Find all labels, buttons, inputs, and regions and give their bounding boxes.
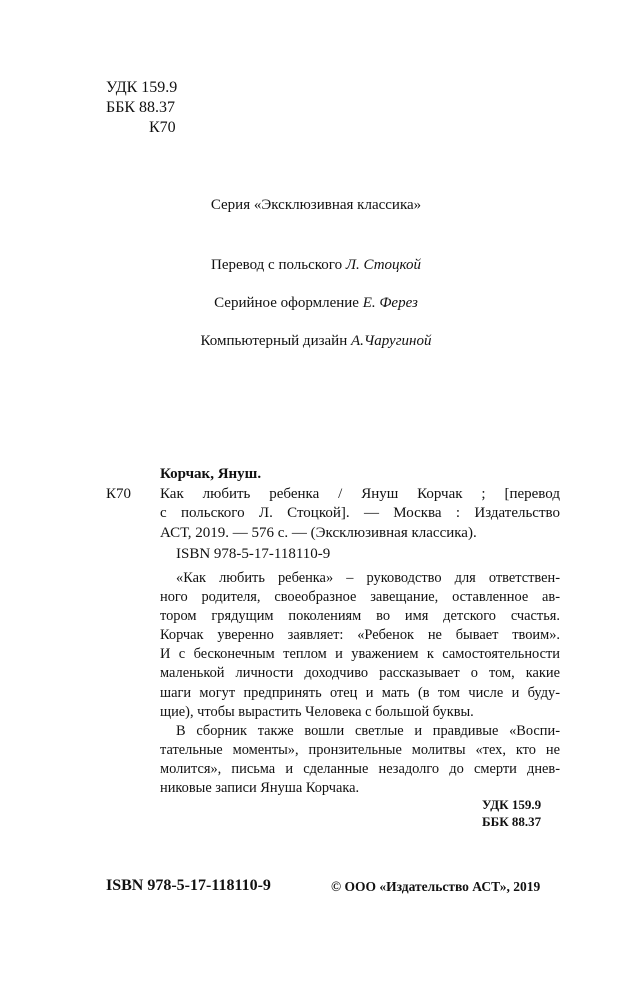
catalog-mark: К70	[106, 486, 132, 502]
annotation-line: маленькой личности доходчиво рассказывает о том, какие	[160, 665, 560, 682]
translation-prefix: Перевод с польского	[210, 257, 346, 273]
udk-top: УДК 159.9	[106, 79, 178, 96]
footer-copyright: © ООО «Издательство АСТ», 2019	[331, 879, 541, 894]
computer-design-credit	[0, 332, 632, 351]
series-title: Серия «Эксклюзивная классика»	[210, 197, 422, 213]
annotation	[160, 569, 560, 798]
computer-design-prefix: Компьютерный дизайн	[200, 333, 351, 349]
catalog-description	[160, 485, 560, 543]
annotation-line: щие), чтобы вырастить Человека с большой буквы.	[160, 703, 474, 720]
annotation-line: И с бесконечным теплом и уважением к самостоятельности	[160, 646, 560, 663]
footer-isbn: ISBN 978-5-17-118110-9	[106, 877, 271, 894]
description-line: АСТ, 2019. — 576 с. — (Эксклюзивная классика).	[160, 524, 477, 541]
description-line: с польского Л. Стоцкой]. — Москва : Издательство	[160, 505, 560, 522]
catalog-isbn: ISBN 978-5-17-118110-9	[176, 546, 331, 562]
annotation-line: тором грядущим поколениям во имя детского счастья.	[160, 608, 560, 625]
annotation-line: ного родителя, своеобразное завещание, оставленное ав-	[160, 589, 560, 606]
bbk-bottom: ББК 88.37	[482, 814, 542, 829]
description-line: Как любить ребенка / Януш Корчак ; [перевод	[160, 486, 560, 502]
annotation-line: В сборник также вошли светлые и правдивые «Воспи-	[176, 722, 560, 739]
annotation-line: никовые записи Януша Корчака.	[160, 780, 360, 797]
design-credit	[0, 294, 632, 313]
translator-name: Л. Стоцкой	[345, 257, 421, 273]
annotation-line: шаги могут предпринять отец и мать (в том числе и буду-	[160, 684, 560, 701]
catalog-heading: Корчак, Януш.	[160, 466, 262, 482]
annotation-line: тательные моменты», пронзительные молитвы «тех, кто не	[160, 741, 560, 758]
translation-credit	[0, 256, 632, 275]
author-mark-top: К70	[149, 119, 176, 136]
udk-bottom: УДК 159.9	[482, 797, 542, 812]
annotation-line: молится», письма и сделанные незадолго до смерти днев-	[160, 760, 560, 777]
annotation-line: «Как любить ребенка» – руководство для ответствен-	[176, 570, 560, 586]
bbk-top: ББК 88.37	[106, 99, 176, 116]
design-prefix: Серийное оформление	[214, 295, 363, 311]
annotation-line: Корчак уверенно заявляет: «Ребенок не бывает твоим».	[160, 627, 560, 644]
designer-name: Е. Ферез	[362, 295, 418, 311]
computer-designer-name: А.Чаругиной	[350, 333, 432, 349]
